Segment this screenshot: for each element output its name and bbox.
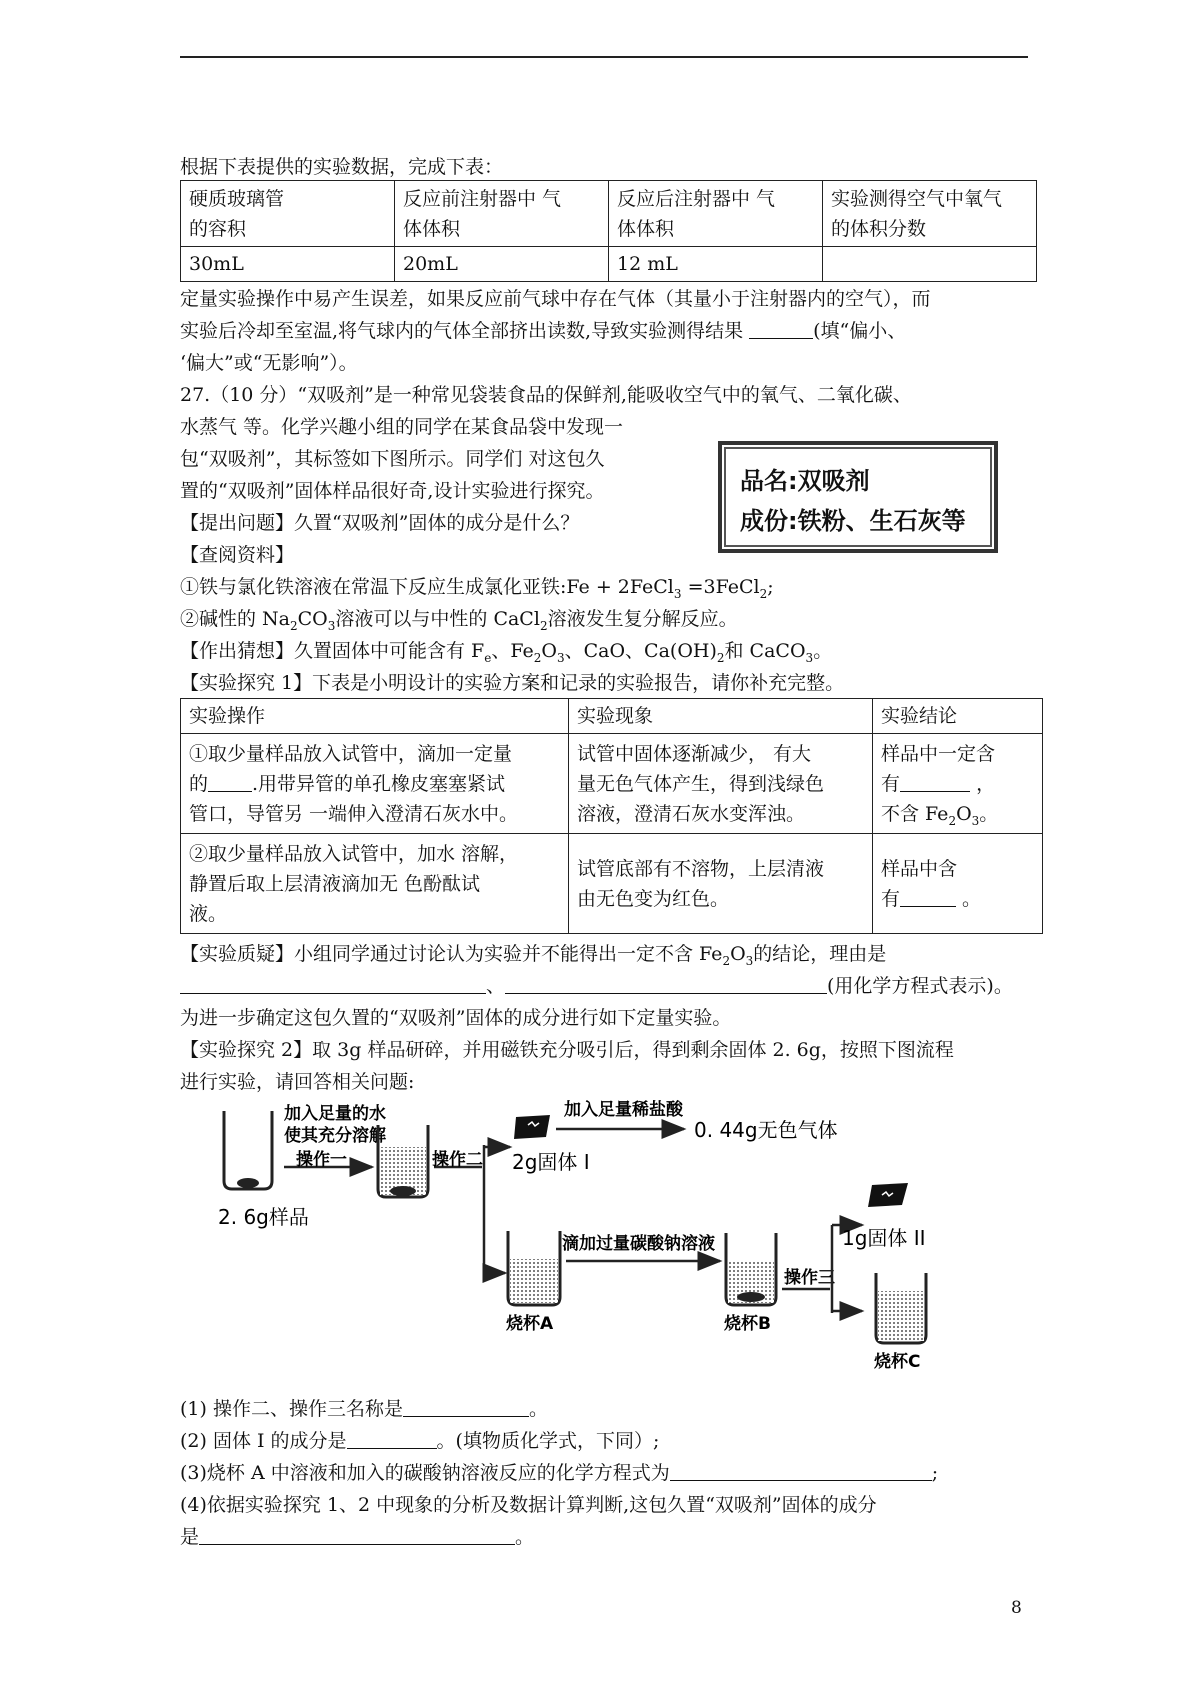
table2-header-cell: 实验现象 xyxy=(569,699,873,734)
answer-blank[interactable] xyxy=(900,771,970,792)
paragraph-line: 为进一步确定这包久置的“双吸剂”固体的成分进行如下定量实验。 xyxy=(180,1007,732,1029)
reference-item: ②碱性的 $Na_2CO_3$溶液可以与中性的 CaCl$_2$溶液发生复分解反应。 xyxy=(180,608,738,633)
beaker-b-label: 烧杯B xyxy=(724,1314,771,1334)
table2-phenomenon-cell: 试管中固体逐渐减少， 有大 量无色气体产生，得到浅绿色 溶液，澄清石灰水变浑浊。 xyxy=(569,734,873,834)
question-4-answer-line: 是 。 xyxy=(180,1526,535,1548)
table2-header-cell: 实验结论 xyxy=(873,699,1043,734)
sample-label: 2. 6g样品 xyxy=(218,1205,309,1229)
question-27-line: 置的“双吸剂”固体样品很好奇,设计实验进行探究。 xyxy=(180,480,605,502)
hypothesis: 【作出猜想】久置固体中可能含有 $F_e$、$Fe_2O_3$、CaO、$Ca(OH)_2$和 CaCO$_3$。 xyxy=(180,640,833,665)
answer-blank[interactable] xyxy=(505,973,827,994)
table1-header-cell: 反应前注射器中 气 体体积 xyxy=(395,181,609,247)
problem-statement: 【提出问题】久置“双吸剂”固体的成分是什么？ xyxy=(180,512,580,534)
beaker-b xyxy=(726,1233,776,1305)
header-rule xyxy=(180,56,1028,58)
paragraph-line: 定量实验操作中易产生误差，如果反应前气球中存在气体（其量小于注射器内的空气），而 xyxy=(180,288,931,310)
paragraph-line: ‘偏大”或“无影响”）。 xyxy=(180,352,358,374)
reference-item: ①铁与氯化铁溶液在常温下反应生成氯化亚铁:Fe + 2FeCl$_3$ =3FeCl$_2$; xyxy=(180,576,774,601)
answer-blank[interactable] xyxy=(180,973,486,994)
beaker-c xyxy=(876,1273,926,1343)
question-27-line: 包“双吸剂”，其标签如下图所示。同学们 对这包久 xyxy=(180,448,605,470)
table1-header-cell: 硬质玻璃管 的容积 xyxy=(181,181,395,247)
data-table xyxy=(180,180,1037,282)
answer-blank[interactable] xyxy=(749,318,813,339)
table1-value-cell: 12 mL xyxy=(609,247,823,282)
operation-label: 操作二 xyxy=(432,1150,483,1170)
question-1: (1) 操作二、操作三名称是 。 xyxy=(180,1398,548,1420)
intro-text: 根据下表提供的实验数据，完成下表： xyxy=(180,156,504,178)
solid-1-label: 2g固体 I xyxy=(512,1150,590,1174)
operation-label: 操作一 xyxy=(296,1150,347,1170)
table2-operation-cell: ①取少量样品放入试管中，滴加一定量 的 .用带异管的单孔橡皮塞塞紧试 管口，导管另 一端伸入澄清石灰水中。 xyxy=(181,734,569,834)
question-4: (4)依据实验探究 1、2 中现象的分析及数据计算判断,这包久置“双吸剂”固体的成分 xyxy=(180,1494,877,1516)
table1-answer-cell[interactable] xyxy=(823,247,1037,282)
solid-sample-icon xyxy=(868,1183,908,1207)
question-27-line: 水蒸气 等。化学兴趣小组的同学在某食品袋中发现一 xyxy=(180,416,624,438)
beaker-c-label: 烧杯C xyxy=(874,1352,921,1372)
operation-label: 操作三 xyxy=(784,1268,835,1288)
question-3: (3)烧杯 A 中溶液和加入的碳酸钠溶液反应的化学方程式为 ; xyxy=(180,1462,939,1484)
table1-value-cell: 30mL xyxy=(181,247,395,282)
step-label: 加入足量的水 xyxy=(284,1104,386,1124)
answer-blank[interactable] xyxy=(403,1396,529,1417)
answer-blank[interactable] xyxy=(670,1460,932,1481)
table2-header-cell: 实验操作 xyxy=(181,699,569,734)
step-label: 加入足量稀盐酸 xyxy=(564,1100,683,1120)
sample-beaker xyxy=(224,1111,272,1189)
doubt-line: 、 (用化学方程式表示)。 xyxy=(180,971,1013,1001)
answer-blank[interactable] xyxy=(208,771,252,792)
step-label: 使其充分溶解 xyxy=(284,1126,386,1146)
experiment-1-intro: 【实验探究 1】下表是小明设计的实验方案和记录的实验报告，请你补充完整。 xyxy=(180,672,845,694)
answer-blank[interactable] xyxy=(347,1428,437,1449)
answer-blank[interactable] xyxy=(900,886,956,907)
beaker-a-label: 烧杯A xyxy=(506,1314,554,1334)
question-2: (2) 固体 I 的成分是 。(填物质化学式，下同）; xyxy=(180,1430,660,1452)
experiment-2-intro: 【实验探究 2】取 3g 样品研碎，并用磁铁充分吸引后，得到剩余固体 2. 6g，按照下图流程 xyxy=(180,1039,954,1061)
table1-header-cell: 实验测得空气中氧气 的体积分数 xyxy=(823,181,1037,247)
experiment-2-intro: 进行实验，请回答相关问题: xyxy=(180,1071,415,1093)
beaker-a xyxy=(508,1231,560,1305)
gas-label: 0. 44g无色气体 xyxy=(694,1118,838,1142)
table1-value-cell: 20mL xyxy=(395,247,609,282)
page-number: 8 xyxy=(1011,1598,1022,1618)
table2-phenomenon-cell: 试管底部有不溶物，上层清液 由无色变为红色。 xyxy=(569,834,873,934)
table2-conclusion-cell: 样品中含 有 。 xyxy=(873,834,1043,934)
experiment-table xyxy=(180,698,1043,934)
step-label: 滴加过量碳酸钠溶液 xyxy=(562,1234,715,1254)
label-ingredients: 成份:铁粉、生石灰等 xyxy=(740,507,966,535)
table2-conclusion-cell: 样品中一定含 有 ， 不含 $Fe_2O_3$。 xyxy=(873,734,1043,834)
product-label-image xyxy=(718,441,998,553)
table1-header-cell: 反应后注射器中 气 体体积 xyxy=(609,181,823,247)
doubt-line: 【实验质疑】小组同学通过讨论认为实验并不能得出一定不含 $Fe_2O_3$的结论，理由是 xyxy=(180,943,887,968)
answer-blank[interactable] xyxy=(199,1524,515,1545)
reference-title: 【查阅资料】 xyxy=(180,544,295,566)
experiment-flow-diagram xyxy=(200,1085,1060,1375)
paragraph-line: 实验后冷却至室温,将气球内的气体全部挤出读数,导致实验测得结果 (填“偏小、 xyxy=(180,320,907,342)
table2-operation-cell: ②取少量样品放入试管中，加水 溶解， 静置后取上层清液滴加无 色酚酞试 液。 xyxy=(181,834,569,934)
label-product-name: 品名:双吸剂 xyxy=(740,467,870,495)
solid-2-label: 1g固体 II xyxy=(842,1226,926,1250)
solid-sample-icon xyxy=(514,1115,550,1139)
question-27-line: 27.（10 分）“双吸剂”是一种常见袋装食品的保鲜剂,能吸收空气中的氧气、二氧化碳、 xyxy=(180,384,912,406)
